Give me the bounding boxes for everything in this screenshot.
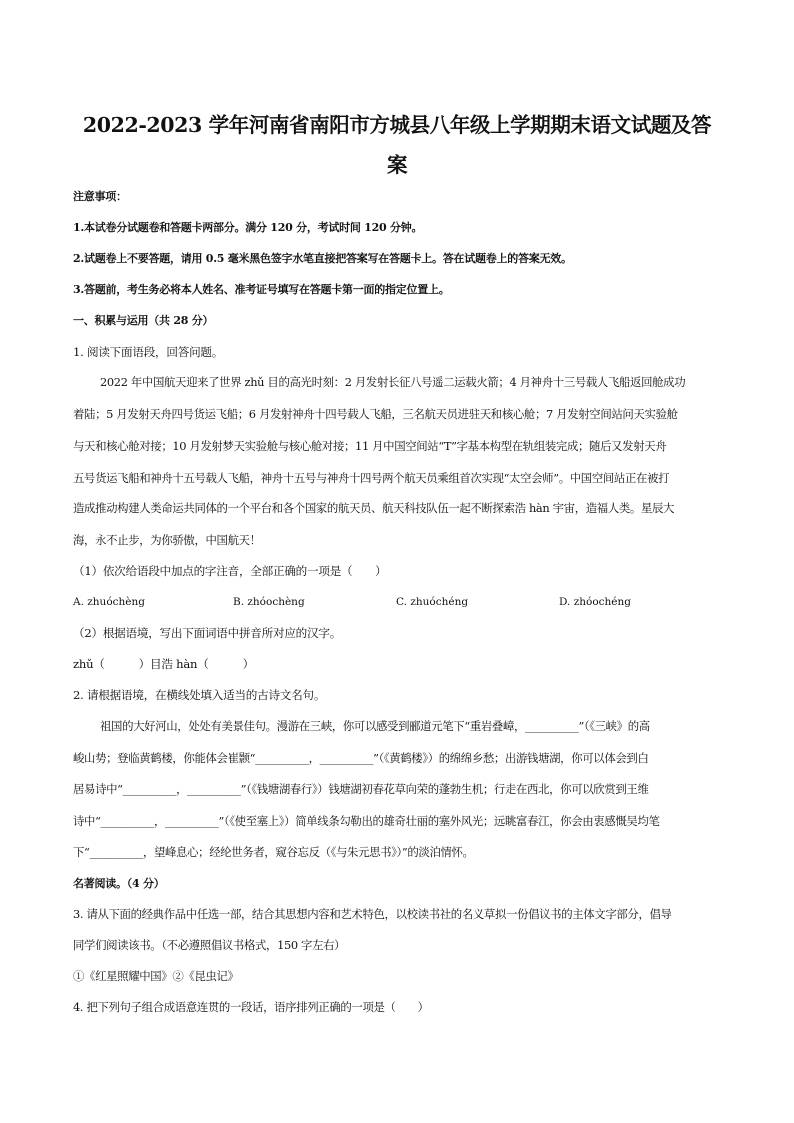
- question-1-sub-2: （2）根据语境，写出下面词语中拼音所对应的汉字。: [73, 626, 342, 640]
- question-2-prompt: 2. 请根据语境，在横线处填入适当的古诗文名句。: [73, 688, 326, 702]
- passage-line: 造成推动构建人类命运共同体的一个平台和各个国家的航天员、航天科技队伍一起不断探索浩 hàn 宇宙，造福人类。星辰大: [73, 501, 675, 515]
- q2-passage-line: 居易诗中“__________，__________”（《钱塘湖春行》）钱塘湖初春花草向荣的蓬勃生机；行走在西北，你可以欣赏到王维: [73, 782, 649, 796]
- option-b: B. zhóochèng: [233, 596, 305, 608]
- question-3-line: 3. 请从下面的经典作品中任选一部，结合其思想内容和艺术特色，以校读书社的名义草拟一份倡议书的主体文字部分，倡导: [73, 907, 672, 921]
- q2-passage-line: 祖国的大好河山，处处有美景佳句。漫游在三峡，你可以感受到郦道元笔下“重岩叠嶂，__________”（《三峡》的高: [100, 719, 650, 733]
- question-1-sub-2-fill: zhǔ（ ）目浩 hàn（ ）: [73, 657, 254, 671]
- reading-section-heading: 名著阅读。（4 分）: [73, 877, 165, 890]
- option-d: D. zhóochéng: [559, 596, 631, 608]
- q2-passage-line: 诗中“__________，__________”（《使至塞上》）简单线条勾勒出的雄奇壮丽的塞外风光；远眺富春江，你会由衷感慨吴均笔: [73, 814, 660, 828]
- passage-line: 2022 年中国航天迎来了世界 zhǔ 目的高光时刻：2 月发射长征八号遥二运载火箭；4 月神舟十三号载人飞船返回舱成功: [100, 375, 686, 389]
- question-3-works: ①《红星照耀中国》②《昆虫记》: [73, 969, 239, 983]
- question-1-prompt: 1. 阅读下面语段，回答问题。: [73, 345, 224, 359]
- question-3-line: 同学们阅读该书。（不必遵照倡议书格式，150 字左右）: [73, 938, 346, 952]
- option-a: A. zhuóchèng: [73, 596, 145, 608]
- notice-heading: 注意事项：: [73, 190, 127, 203]
- passage-line: 与天和核心舱对接；10 月发射梦天实验舱与核心舱对接；11 月中国空间站“T”字基本构型在轨组装完成；随后又发射天舟: [73, 439, 667, 453]
- notice-item-3: 3.答题前，考生务必将本人姓名、准考证号填写在答题卡第一面的指定位置上。: [73, 283, 450, 296]
- passage-line: 五号货运飞船和神舟十五号载人飞船，神舟十五号与神舟十四号两个航天员乘组首次实现“太空会师”。中国空间站正在被打: [73, 471, 670, 485]
- page-title-line-2: 案: [386, 153, 408, 177]
- q2-passage-line: 峻山势；登临黄鹤楼，你能体会崔颢“__________，__________”（《黄鹤楼》）的绵绵乡愁；出游钱塘湖，你可以体会到白: [73, 751, 649, 765]
- question-4-prompt: 4. 把下列句子组合成语意连贯的一段话，语序排列正确的一项是（ ）: [73, 1000, 429, 1014]
- page-title-line-1: 2022-2023 学年河南省南阳市方城县八年级上学期期末语文试题及答: [82, 113, 712, 137]
- notice-item-2: 2.试题卷上不要答题，请用 0.5 毫米黑色签字水笔直接把答案写在答题卡上。答在试题卷上的答案无效。: [73, 252, 572, 265]
- option-c: C. zhuóchéng: [396, 596, 469, 608]
- passage-line: 海，永不止步，为你骄傲，中国航天！: [73, 533, 261, 547]
- question-1-sub-1: （1）依次给语段中加点的字注音，全部正确的一项是（ ）: [73, 564, 387, 578]
- notice-item-1: 1.本试卷分试题卷和答题卡两部分。满分 120 分，考试时间 120 分钟。: [73, 221, 423, 234]
- q2-passage-line: 下“__________，望峰息心；经纶世务者，窥谷忘反（《与朱元思书》）”的淡泊情怀。: [73, 845, 474, 859]
- passage-line: 着陆；5 月发射天舟四号货运飞船；6 月发射神舟十四号载人飞船，三名航天员进驻天和核心舱；7 月发射空间站问天实验舱: [73, 407, 678, 421]
- section-heading: 一、积累与运用（共 28 分）: [73, 314, 214, 327]
